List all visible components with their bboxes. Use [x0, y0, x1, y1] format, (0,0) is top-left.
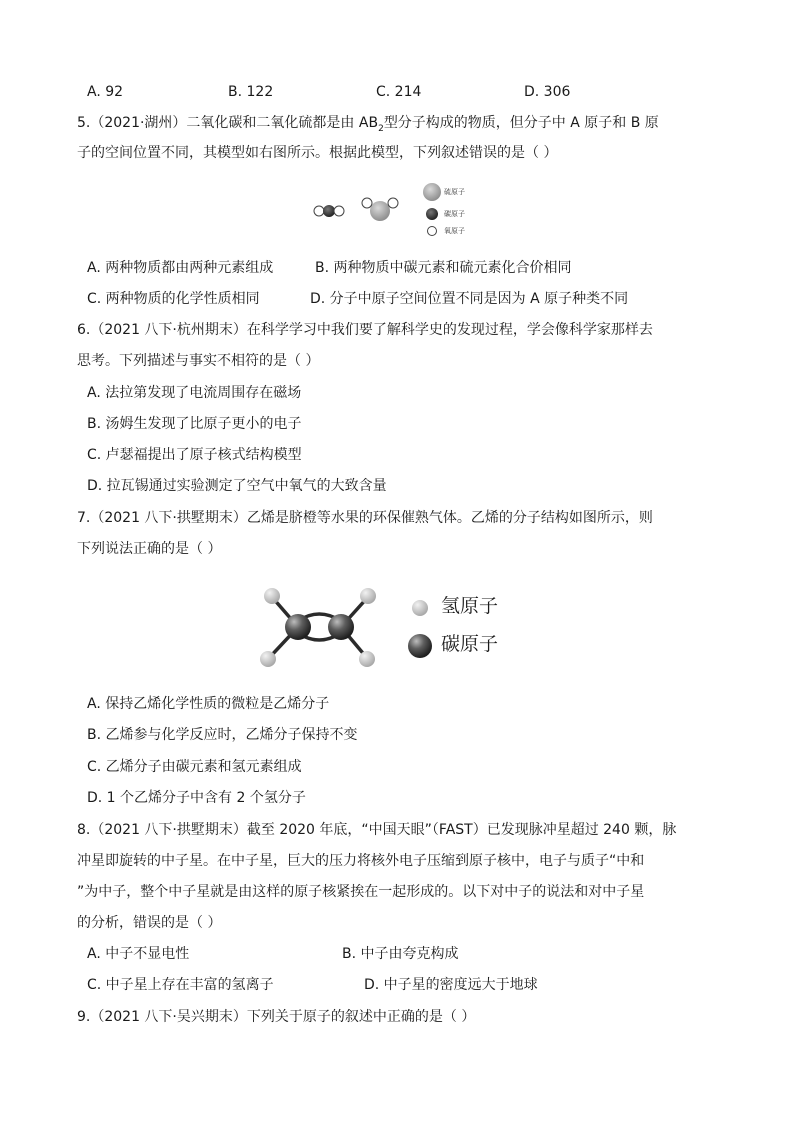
q5-stem-subscript: 2 — [378, 123, 384, 134]
q8-stem-line1: 8.（2021 八下·拱墅期末）截至 2020 年底，“中国天眼”（FAST）已发现脉冲星超过 240 颗，脉 — [77, 822, 677, 838]
q8-option-a: A. 中子不显电性 — [87, 946, 190, 962]
q8-option-b: B. 中子由夸克构成 — [342, 946, 459, 962]
legend-carbon-label-q7: 碳原子 — [441, 633, 499, 655]
q7-option-b: B. 乙烯参与化学反应时，乙烯分子保持不变 — [87, 727, 358, 743]
q7-option-c: C. 乙烯分子由碳元素和氢元素组成 — [87, 759, 302, 775]
carbon-legend-icon — [408, 634, 432, 658]
q6-option-b: B. 汤姆生发现了比原子更小的电子 — [87, 416, 302, 432]
q4-option-d: D. 306 — [524, 84, 571, 100]
carbon-atom — [328, 614, 354, 640]
q8-option-d: D. 中子星的密度远大于地球 — [364, 977, 538, 993]
hydrogen-atom — [359, 651, 375, 667]
q5-option-a: A. 两种物质都由两种元素组成 — [87, 260, 274, 276]
q5-legend — [423, 183, 441, 236]
q8-option-c: C. 中子星上存在丰富的氢离子 — [87, 977, 274, 993]
q5-option-d: D. 分子中原子空间位置不同是因为 A 原子种类不同 — [310, 291, 629, 307]
sulfur-atom-icon — [423, 183, 441, 201]
q6-option-d: D. 拉瓦锡通过实验测定了空气中氧气的大致含量 — [87, 478, 387, 494]
ethylene-molecule-diagram — [255, 583, 390, 668]
legend-carbon-label: 碳原子 — [444, 210, 465, 218]
hydrogen-atom — [360, 588, 376, 604]
q5-stem-post: 型分子构成的物质，但分子中 A 原子和 B 原 — [383, 115, 659, 131]
q5-molecule-diagram — [305, 178, 505, 242]
legend-hydrogen-label: 氢原子 — [441, 595, 499, 617]
carbon-atom — [285, 614, 311, 640]
legend-oxygen-label: 氧原子 — [444, 227, 465, 235]
q5-option-b: B. 两种物质中碳元素和硫元素化合价相同 — [315, 260, 572, 276]
q4-option-a: A. 92 — [87, 84, 124, 100]
legend-sulfur-label: 硫原子 — [444, 188, 465, 196]
q7-option-d: D. 1 个乙烯分子中含有 2 个氢分子 — [87, 790, 306, 806]
q6-stem-line2: 思考。下列描述与事实不相符的是（ ） — [77, 353, 320, 369]
q7-stem-line1: 7.（2021 八下·拱墅期末）乙烯是脐橙等水果的环保催熟气体。乙烯的分子结构如图所示，则 — [77, 510, 653, 526]
q5-option-c: C. 两种物质的化学性质相同 — [87, 291, 260, 307]
hydrogen-legend-icon — [412, 600, 428, 616]
hydrogen-atom — [264, 588, 280, 604]
q8-stem-line2: 冲星即旋转的中子星。在中子星，巨大的压力将核外电子压缩到原子核中，电子与质子“中和 — [77, 853, 645, 869]
q5-stem-line1 — [77, 116, 659, 134]
hydrogen-atom — [260, 651, 276, 667]
q4-option-b: B. 122 — [228, 84, 274, 100]
q7-legend-icons — [408, 596, 432, 660]
q8-stem-line3: ”为中子，整个中子星就是由这样的原子核紧挨在一起形成的。以下对中子的说法和对中子星 — [77, 884, 645, 900]
so2-model — [362, 198, 398, 221]
q4-option-c: C. 214 — [376, 84, 422, 100]
carbon-atom-icon — [426, 208, 438, 220]
q5-stem-pre: 5.（2021·湖州）二氧化碳和二氧化硫都是由 AB — [77, 115, 379, 131]
q7-option-a: A. 保持乙烯化学性质的微粒是乙烯分子 — [87, 696, 330, 712]
oxygen-atom-icon — [428, 227, 437, 236]
q7-stem-line2: 下列说法正确的是（ ） — [77, 541, 222, 557]
q8-stem-line4: 的分析，错误的是（ ） — [77, 915, 222, 931]
q6-option-c: C. 卢瑟福提出了原子核式结构模型 — [87, 447, 302, 463]
q6-option-a: A. 法拉第发现了电流周围存在磁场 — [87, 385, 302, 401]
co2-model — [314, 205, 344, 217]
q6-stem-line1: 6.（2021 八下·杭州期末）在科学学习中我们要了解科学史的发现过程，学会像科学家那样去 — [77, 322, 653, 338]
q9-stem-line1: 9.（2021 八下·吴兴期末）下列关于原子的叙述中正确的是（ ） — [77, 1009, 476, 1025]
q5-stem-line2: 子的空间位置不同，其模型如右图所示。根据此模型，下列叙述错误的是（ ） — [77, 145, 558, 161]
